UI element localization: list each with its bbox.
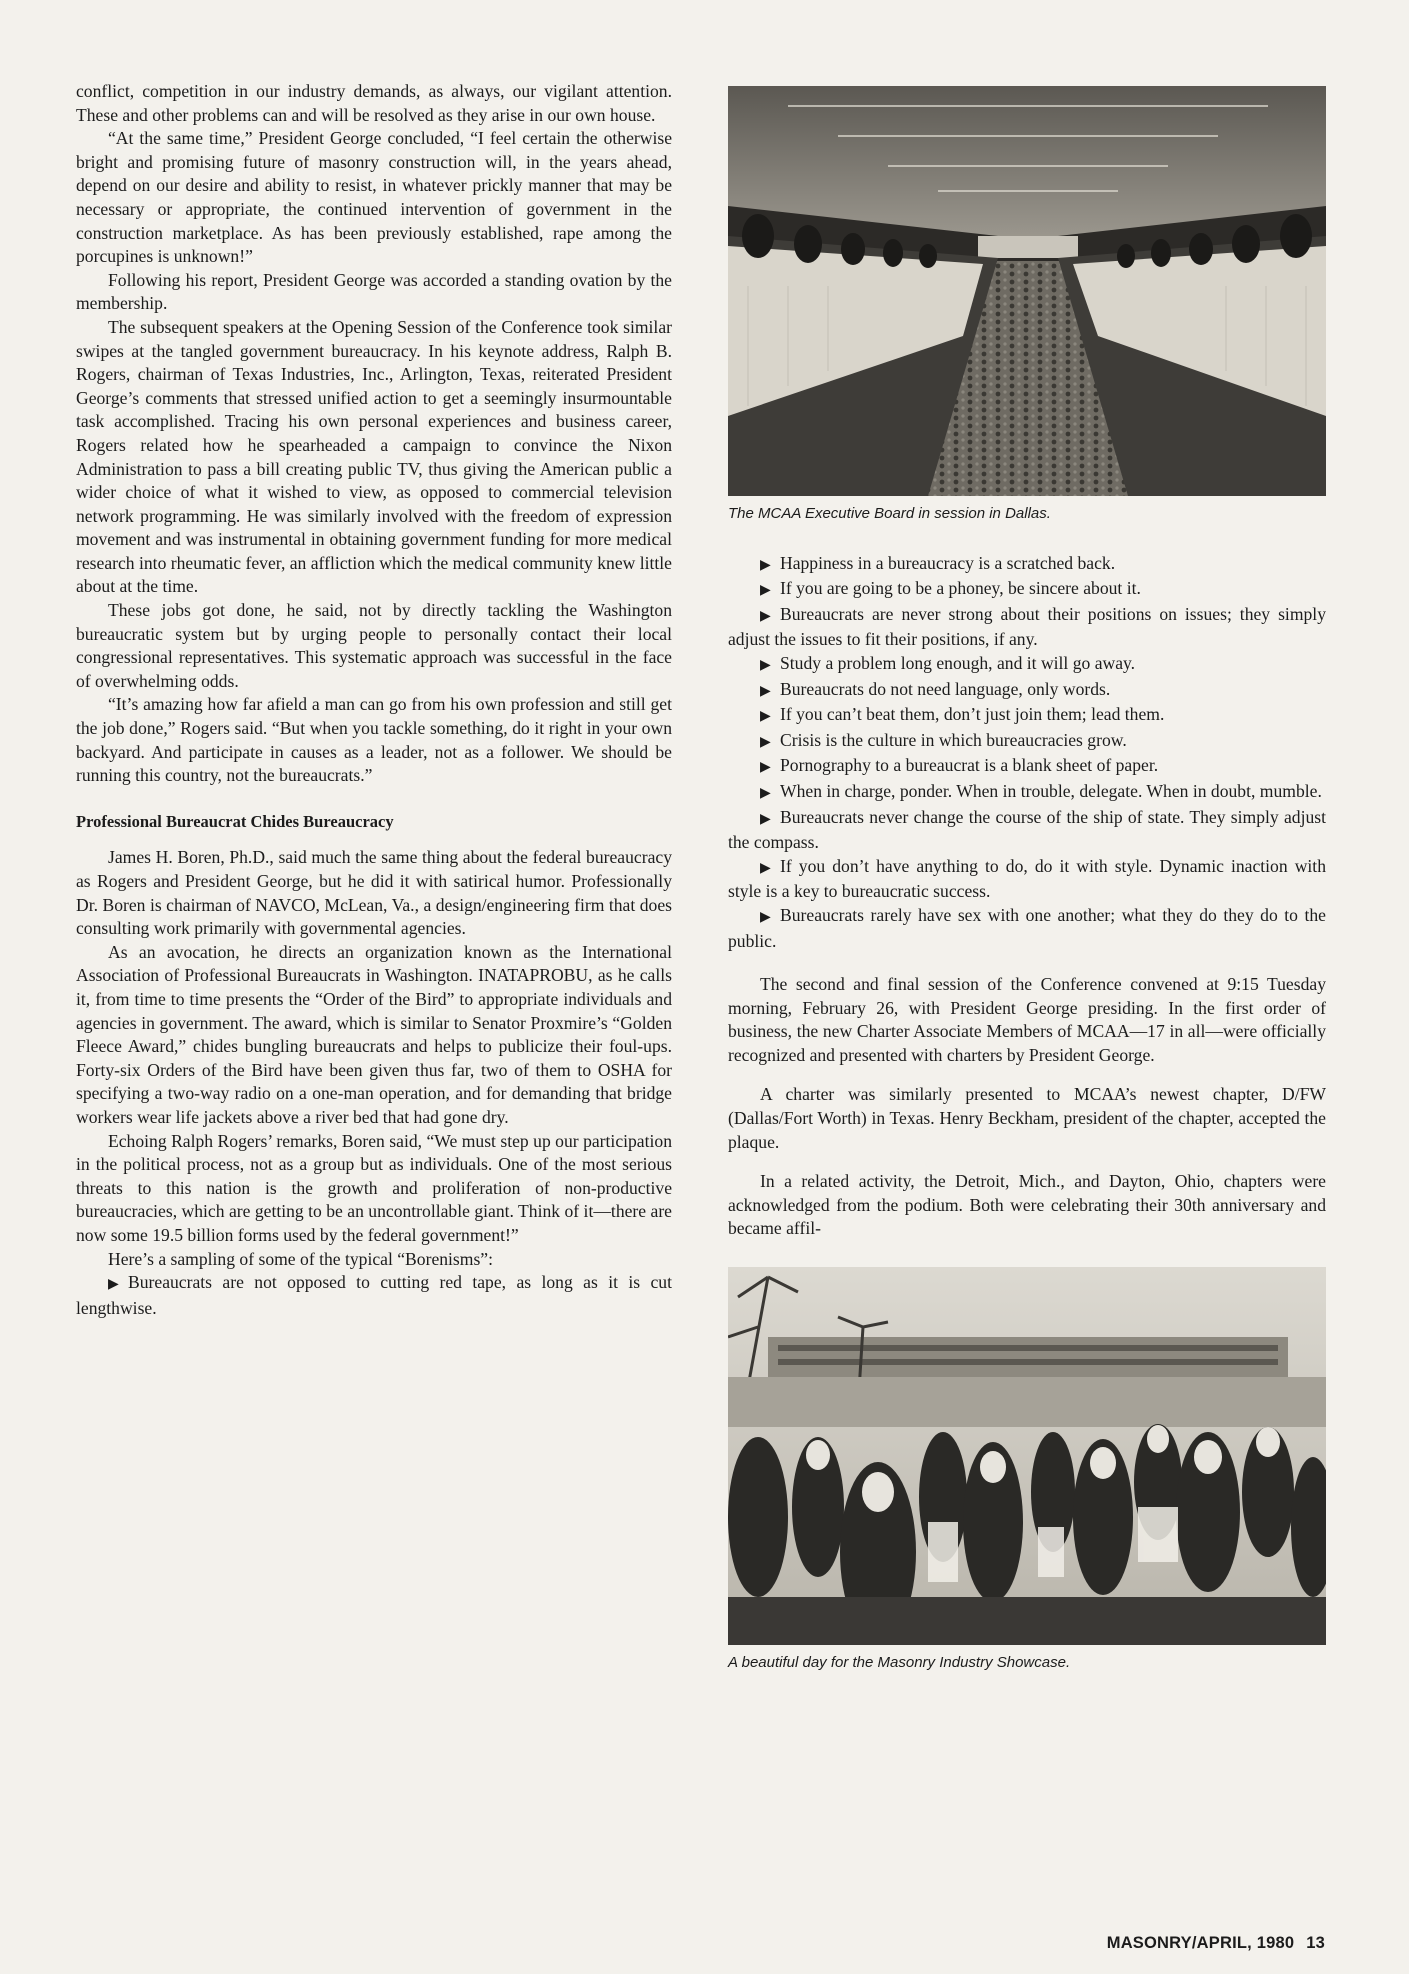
borenism-item: ▶ If you don’t have anything to do, do it with style. Dynamic inaction with style is a key to bureaucratic success. xyxy=(728,855,1326,902)
paragraph: conflict, competition in our industry demands, as always, our vigilant attention. These and other problems can and will be resolved as they arise in our own house. xyxy=(76,81,672,125)
borenism-item: ▶ Bureaucrats do not need language, only words. xyxy=(728,678,1326,704)
showcase-photo xyxy=(728,1267,1326,1645)
paragraph: “It’s amazing how far afield a man can go from his own profession and still get the job done,” Rogers said. “But when you tackle something, do it right in your own backyard. And participate in causes as a leader, not as a follower. We should be running this country, not the bureaucrats.” xyxy=(76,694,672,786)
paragraph: The second and final session of the Conference convened at 9:15 Tuesday morning, February 26, with President George presiding. In the first order of business, the new Charter Associate Members of MCAA—17 in all—were officially recognized and presented with charters by President George. xyxy=(728,974,1326,1065)
bullet-arrow-icon: ▶ xyxy=(760,734,771,750)
paragraph: Following his report, President George was accorded a standing ovation by the membership. xyxy=(76,269,672,314)
borenism-item: ▶ Pornography to a bureaucrat is a blank sheet of paper. xyxy=(728,754,1326,780)
bullet-arrow-icon: ▶ xyxy=(760,608,771,624)
paragraph: In a related activity, the Detroit, Mich., and Dayton, Ohio, chapters were acknowledged from the podium. Both were celebrating their 30th anniversary and became affil- xyxy=(728,1171,1326,1239)
paragraph: These jobs got done, he said, not by directly tackling the Washington bureaucratic system but by urging people to personally contact their local congressional representatives. This systematic approach was successful in the face of overwhelming odds. xyxy=(76,600,672,691)
photo-caption: The MCAA Executive Board in session in Dallas. xyxy=(728,505,1051,522)
bullet-arrow-icon: ▶ xyxy=(760,860,771,876)
borenism-item: ▶ If you are going to be a phoney, be sincere about it. xyxy=(728,577,1326,603)
paragraph: As an avocation, he directs an organization known as the International Association of Professional Bureaucrats in Washington. INATAPROBU, as he calls it, from time to time presents the “Order of the Bird” to appropriate individuals and agencies in government. The award, which is similar to Senator Proxmire’s “Golden Fleece Award,” chides bungling bureaucrats and helps to publicize their foul-ups. Forty-six Orders of the Bird have been given thus far, two of them to OSHA for specifying a two-way radio on a one-man operation, and for demanding that bridge workers wear life jackets above a river bed that had gone dry. xyxy=(76,941,672,1127)
bullet-arrow-icon: ▶ xyxy=(108,1277,119,1293)
paragraph: “At the same time,” President George concluded, “I feel certain the otherwise bright and promising future of masonry construction will, in the years ahead, depend on our desire and ability to resist, in whatever prickly manner that may be necessary or appropriate, the continued intervention of government in the construction marketplace. As has been previously established, rape among the porcupines is unknown!” xyxy=(76,128,672,267)
borenism-item: ▶ When in charge, ponder. When in trouble, delegate. When in doubt, mumble. xyxy=(728,780,1326,806)
executive-board-photo xyxy=(728,86,1326,496)
bullet-arrow-icon: ▶ xyxy=(760,557,771,573)
bullet-arrow-icon: ▶ xyxy=(760,657,771,673)
page-footer xyxy=(1107,1934,1325,1953)
bullet-arrow-icon: ▶ xyxy=(760,811,771,827)
section-heading: Professional Bureaucrat Chides Bureaucracy xyxy=(76,811,394,831)
bullet-arrow-icon: ▶ xyxy=(760,760,771,776)
paragraph: The subsequent speakers at the Opening Session of the Conference took similar swipes at the tangled government bureaucracy. In his keynote address, Ralph B. Rogers, chairman of Texas Industries, Inc., Arlington, Texas, reiterated President George’s comments that stressed unified action to get a seemingly insurmountable task accomplished. Tracing his own personal experiences and business career, Rogers related how he spearheaded a campaign to convince the Nixon Administration to pass a bill creating public TV, thus giving the American public a wider choice of what it wished to view, as opposed to commercial television network programming. He was similarly involved with the freedom of expression movement and was instrumental in obtaining government funding for more medical research into rheumatic fever, an affliction which the medical community knew little about at the time. xyxy=(76,316,672,597)
paragraph: Here’s a sampling of some of the typical “Borenisms”: xyxy=(108,1248,494,1269)
left-column xyxy=(76,80,672,1320)
borenism-item: ▶ Bureaucrats are not opposed to cutting red tape, as long as it is cut lengthwise. xyxy=(76,1272,672,1318)
publication-info: MASONRY/APRIL, 1980 xyxy=(1106,1934,1295,1952)
paragraph: A charter was similarly presented to MCAA’s newest chapter, D/FW (Dallas/Fort Worth) in Texas. Henry Beckham, president of the chapter, accepted the plaque. xyxy=(728,1084,1326,1152)
crowd-outdoor-illustration xyxy=(728,1267,1326,1645)
bullet-arrow-icon: ▶ xyxy=(760,909,771,925)
paragraph: Echoing Ralph Rogers’ remarks, Boren said, “We must step up our participation in the political process, not as a group but as individuals. One of the most serious threats to this nation is the growth and proliferation of non-productive bureaucracies, which are getting to be an uncontrollable giant. Think of it—there are now some 19.5 billion forms used by the federal government!” xyxy=(76,1130,672,1245)
borenism-item: ▶ Bureaucrats rarely have sex with one another; what they do they do to the public. xyxy=(728,904,1326,951)
conference-room-illustration xyxy=(728,86,1326,496)
page-number: 13 xyxy=(1306,1934,1325,1952)
photo-caption: A beautiful day for the Masonry Industry Showcase. xyxy=(728,1654,1071,1672)
bullet-arrow-icon: ▶ xyxy=(760,709,771,725)
paragraph: James H. Boren, Ph.D., said much the same thing about the federal bureaucracy as Rogers and President George, but he did it with satirical humor. Professionally Dr. Boren is chairman of NAVCO, McLean, Va., a design/engineering firm that does consulting work primarily with governmental agencies. xyxy=(76,847,672,939)
borenism-item: ▶ Study a problem long enough, and it will go away. xyxy=(728,652,1326,678)
borenism-item: ▶ Bureaucrats never change the course of the ship of state. They simply adjust the compass. xyxy=(728,806,1326,853)
bullet-arrow-icon: ▶ xyxy=(760,683,771,699)
right-column xyxy=(728,86,1326,1675)
borenism-item: ▶ Happiness in a bureaucracy is a scratched back. xyxy=(728,552,1326,578)
borenism-item: ▶ Crisis is the culture in which bureaucracies grow. xyxy=(728,729,1326,755)
borenisms-list xyxy=(728,552,1326,954)
bullet-arrow-icon: ▶ xyxy=(760,785,771,801)
borenism-item: ▶ Bureaucrats are never strong about their positions on issues; they simply adjust the issues to fit their positions, if any. xyxy=(728,603,1326,650)
borenism-item: ▶ If you can’t beat them, don’t just join them; lead them. xyxy=(728,703,1326,729)
bullet-arrow-icon: ▶ xyxy=(760,583,771,599)
